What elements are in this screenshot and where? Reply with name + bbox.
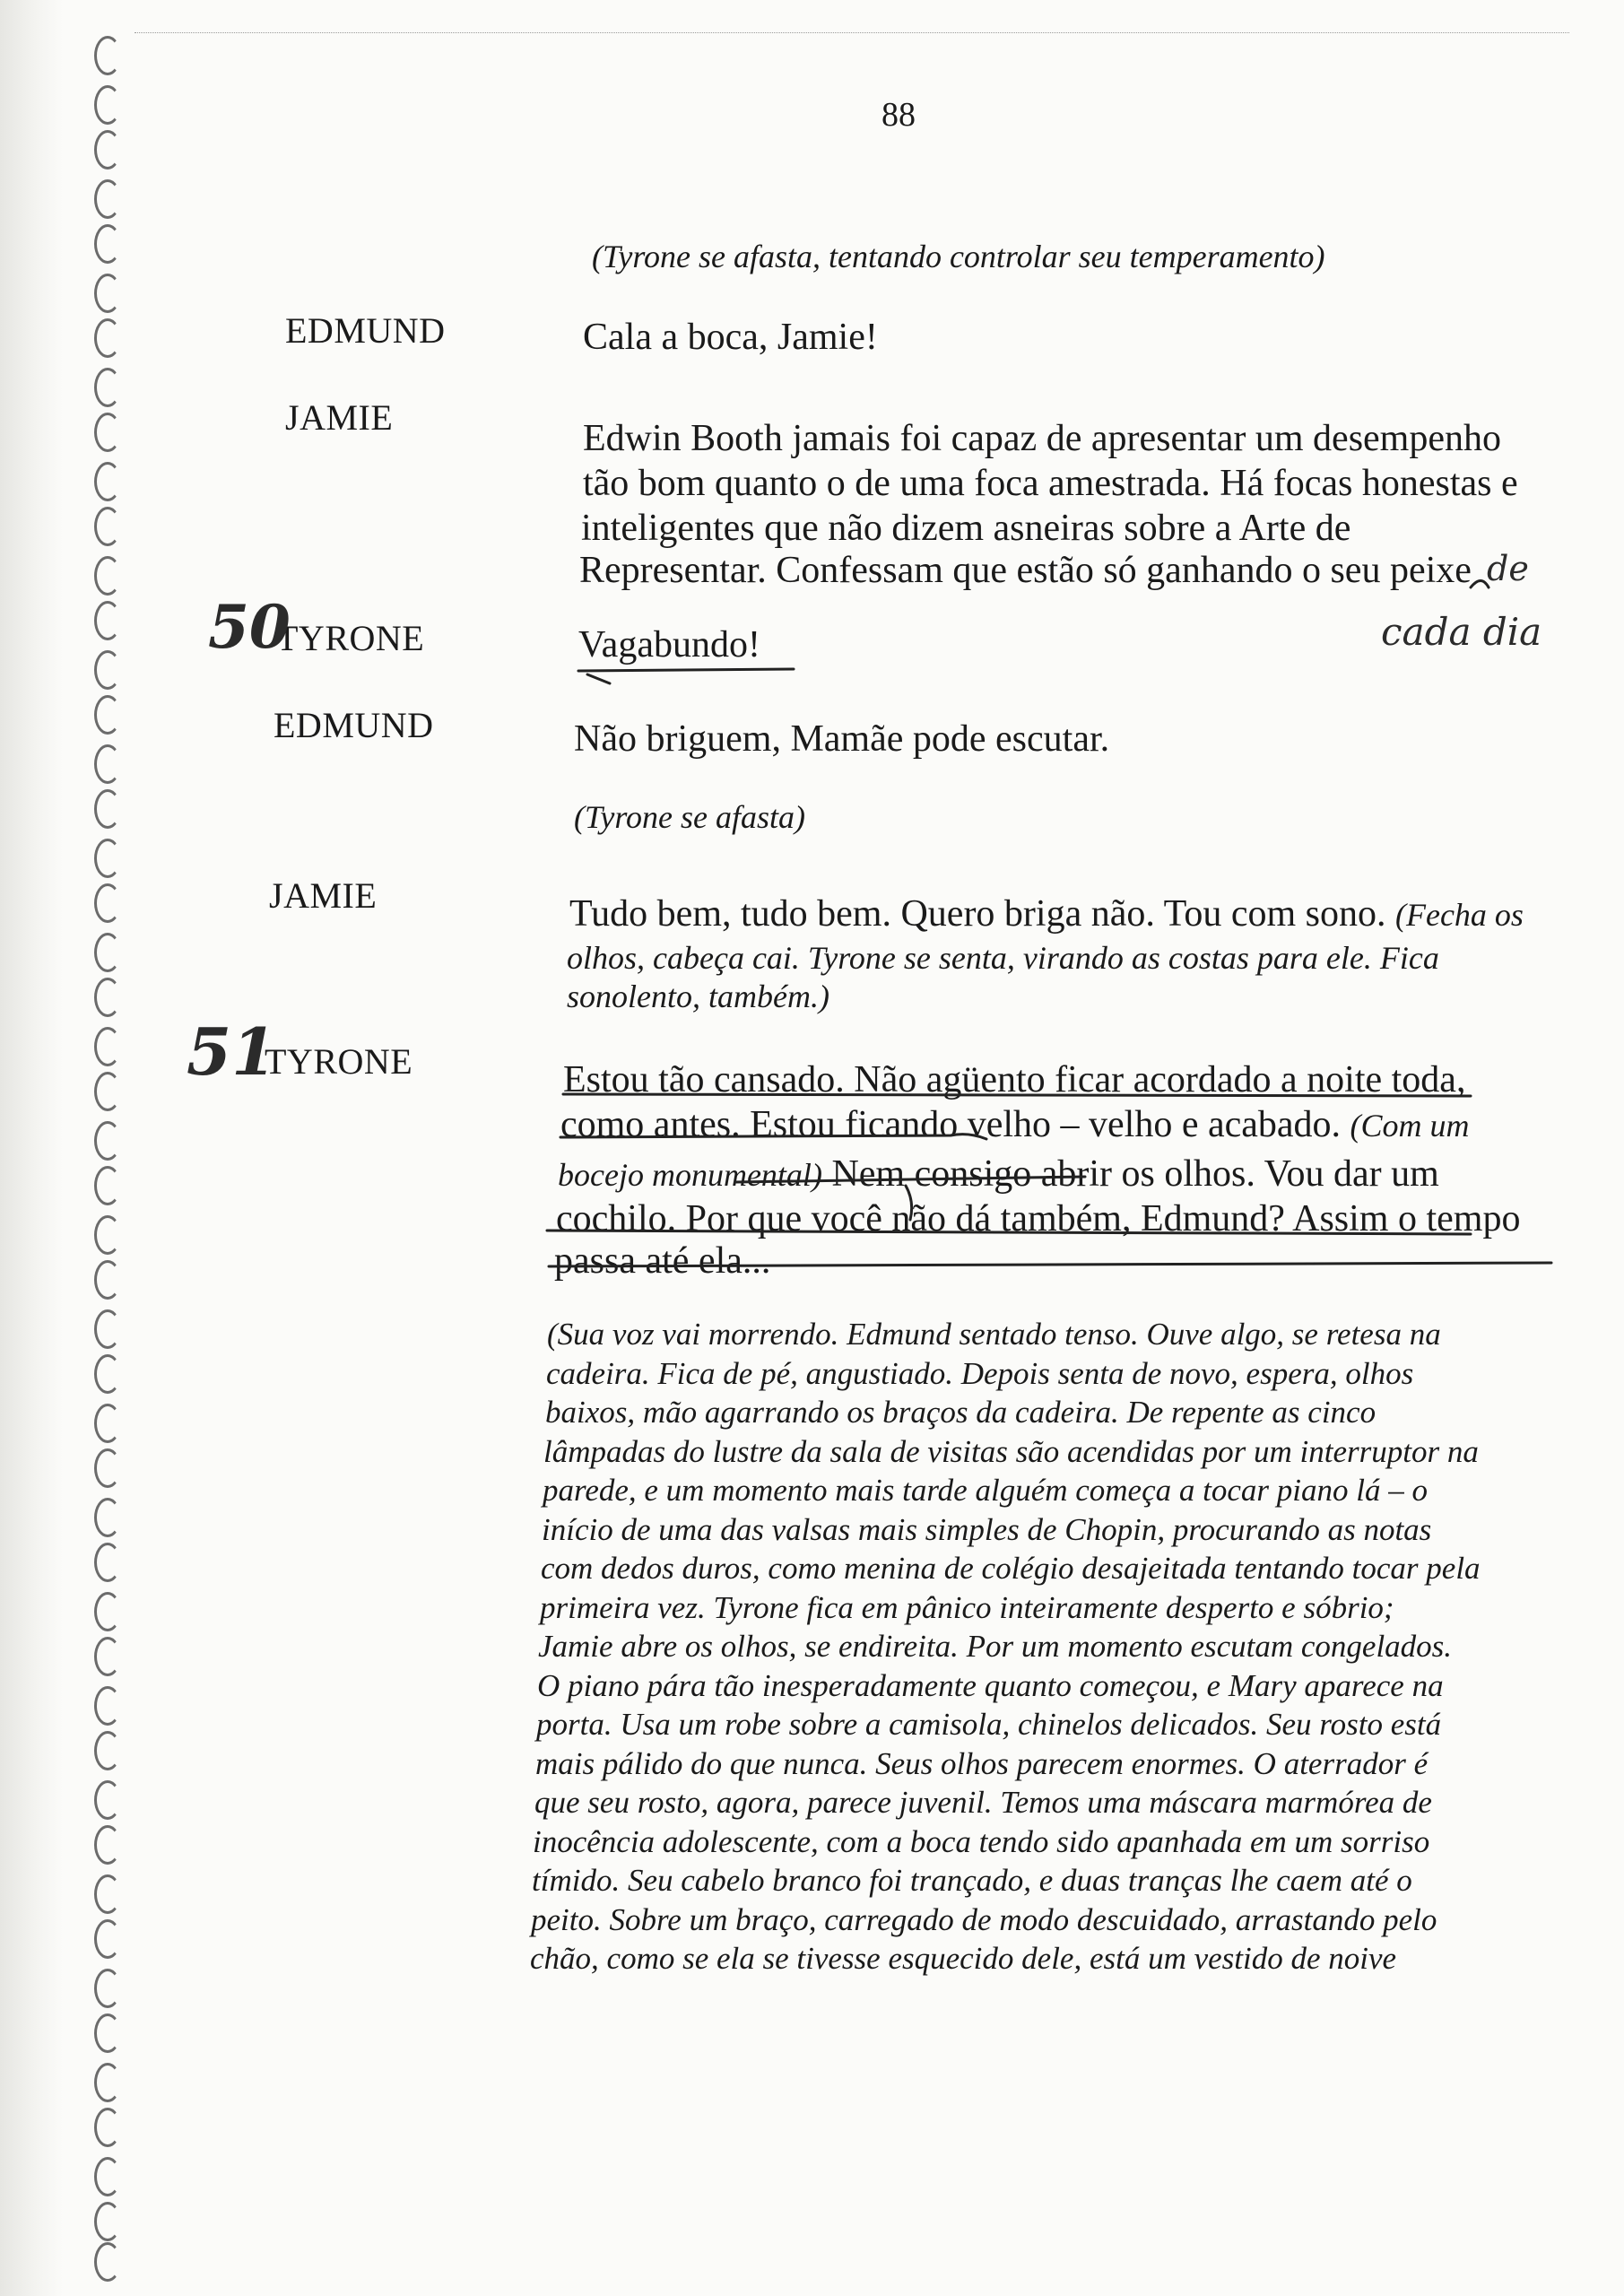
inline-stage-direction: bocejo monumental)	[558, 1157, 822, 1193]
dialogue-line: Representar. Confessam que estão só ganhando o seu peixe	[579, 550, 1472, 591]
handwritten-insertion: de	[1487, 549, 1529, 588]
dialogue-line: inteligentes que não dizem asneiras sobre a Arte de	[581, 508, 1351, 549]
inline-stage-direction: (Com um	[1350, 1108, 1470, 1144]
speaker-name: EDMUND	[285, 310, 446, 351]
speaker-name: JAMIE	[285, 397, 394, 438]
dialogue-line: Tudo bem, tudo bem. Quero briga não. Tou com sono. (Fecha os	[569, 893, 1524, 935]
dialogue-line: Não briguem, Mamãe pode escutar.	[574, 718, 1110, 760]
stage-direction-line: que seu rosto, agora, parece juvenil. Temos uma máscara marmórea de	[534, 1785, 1432, 1820]
underline-mark	[735, 1177, 1085, 1182]
underline-mark	[906, 1186, 912, 1220]
underline-mark	[560, 1135, 986, 1139]
stage-direction-line: (Sua voz vai morrendo. Edmund sentado tenso. Ouve algo, se retesa na	[547, 1317, 1441, 1352]
underline-mark	[578, 669, 794, 671]
dialogue-line: Vagabundo!	[578, 624, 760, 665]
handwritten-margin-number: 50	[208, 592, 291, 662]
stage-direction-line: baixos, mão agarrando os braços da cadeira. De repente as cinco	[545, 1395, 1376, 1430]
dialogue-line: Edwin Booth jamais foi capaz de apresentar um desempenho	[583, 418, 1501, 459]
stage-direction-line: parede, e um momento mais tarde alguém começa a tocar piano lá – o	[543, 1473, 1428, 1508]
underline-mark	[563, 1094, 1471, 1096]
stage-direction: (Tyrone se afasta, tentando controlar seu temperamento)	[592, 239, 1325, 274]
dialogue-line: bocejo monumental) Nem consigo abrir os olhos. Vou dar um	[558, 1153, 1439, 1195]
stage-direction-line: chão, como se ela se tivesse esquecido dele, está um vestido de noive	[530, 1941, 1397, 1976]
stage-direction-line: O piano pára tão inesperadamente quanto começou, e Mary aparece na	[537, 1667, 1444, 1703]
stage-direction-line: peito. Sobre um braço, carregado de modo descuidado, arrastando pelo	[531, 1901, 1437, 1937]
dialogue-line: passa até ela...	[554, 1240, 771, 1282]
underline-mark	[587, 674, 610, 683]
dialogue-line: tão bom quanto o de uma foca amestrada. Há focas honestas e	[583, 463, 1518, 504]
stage-direction-line: primeira vez. Tyrone fica em pânico inteiramente desperto e sóbrio;	[540, 1589, 1394, 1625]
dialogue-line: como antes. Estou ficando velho – velho e acabado. (Com um	[560, 1104, 1470, 1145]
stage-direction-line: mais pálido do que nunca. Seus olhos parecem enormes. O aterrador é	[535, 1745, 1429, 1781]
stage-direction-line: porta. Usa um robe sobre a camisola, chinelos delicados. Seu rosto está	[536, 1707, 1442, 1742]
page-number: 88	[881, 96, 916, 134]
stage-direction-line: inocência adolescente, com a boca tendo sido apanhada em um sorriso	[533, 1823, 1430, 1859]
dialogue-line: cochilo. Por que você não dá também, Edmund? Assim o tempo	[556, 1198, 1521, 1239]
stage-direction-line: tímido. Seu cabelo branco foi trançado, e duas tranças lhe caem até o	[532, 1863, 1412, 1898]
dialogue-line: Estou tão cansado. Não agüento ficar acordado a noite toda,	[563, 1059, 1466, 1100]
dialogue-line: Cala a boca, Jamie!	[583, 317, 878, 358]
stage-direction-line: lâmpadas do lustre da sala de visitas são acendidas por um interruptor na	[543, 1433, 1479, 1469]
stage-direction-line: sonolento, também.)	[567, 978, 829, 1014]
stage-direction-line: início de uma das valsas mais simples de Chopin, procurando as notas	[542, 1511, 1432, 1547]
stage-direction-line: olhos, cabeça cai. Tyrone se senta, virando as costas para ele. Fica	[567, 940, 1439, 976]
handwritten-insertion: cada dia	[1381, 610, 1542, 654]
stage-direction-line: cadeira. Fica de pé, angustiado. Depois senta de novo, espera, olhos	[546, 1355, 1414, 1391]
stage-direction: (Tyrone se afasta)	[574, 799, 805, 835]
handwritten-margin-number: 51	[187, 1013, 277, 1090]
inline-stage-direction: (Fecha os	[1395, 897, 1524, 933]
speaker-name: TYRONE	[265, 1041, 413, 1082]
speaker-name: JAMIE	[269, 875, 378, 916]
insertion-caret	[1471, 581, 1489, 588]
underline-mark	[547, 1231, 1471, 1234]
stage-direction-line: Jamie abre os olhos, se endireita. Por um momento escutam congelados.	[538, 1629, 1453, 1664]
speaker-name: TYRONE	[276, 618, 425, 658]
stage-direction-line: com dedos duros, como menina de colégio desajeitada tentando tocar pela	[541, 1551, 1481, 1586]
speaker-name: EDMUND	[274, 705, 434, 745]
underline-mark	[549, 1263, 1551, 1266]
